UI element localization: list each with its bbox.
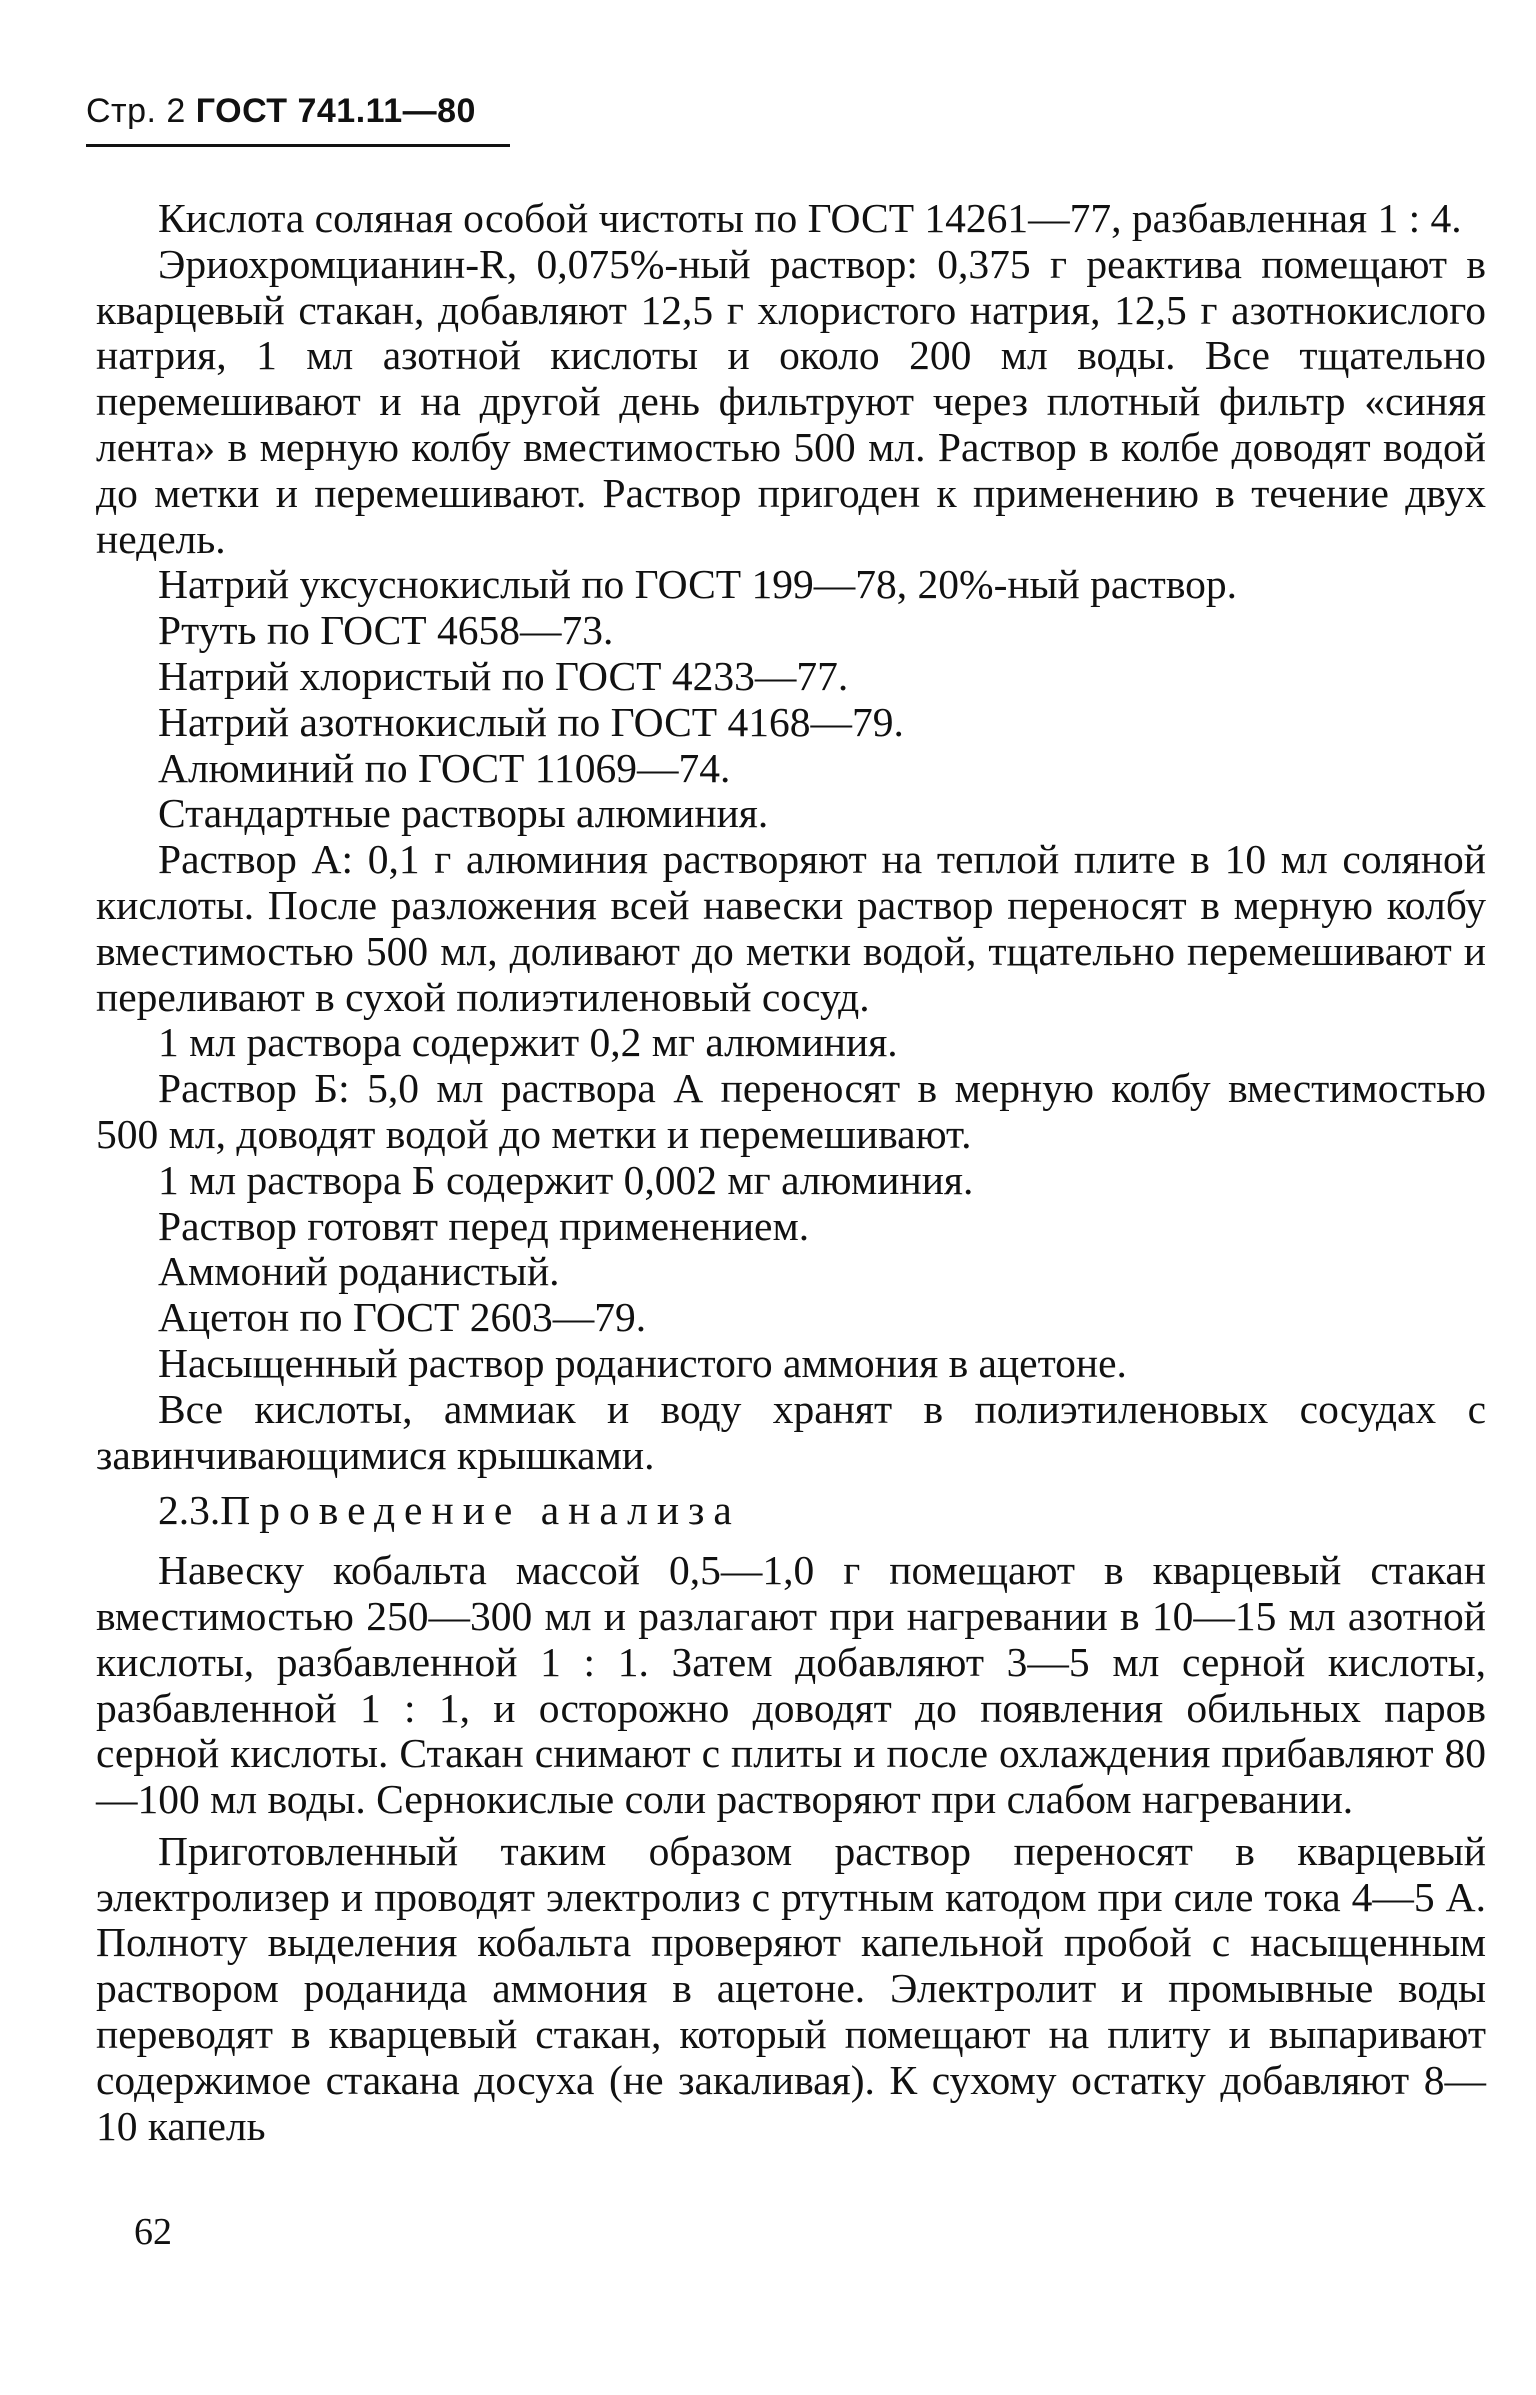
section-title: Проведение анализа	[220, 1487, 741, 1534]
paragraph-sodium-nitrate: Натрий азотнокислый по ГОСТ 4168—79.	[158, 698, 904, 745]
page-header	[86, 92, 476, 131]
paragraph-sodium-acetate: Натрий уксуснокислый по ГОСТ 199—78, 20%-ный раствор.	[158, 561, 1237, 608]
paragraph-preparation-note: Раствор готовят перед применением.	[158, 1202, 810, 1249]
page-number: 62	[134, 2211, 172, 2253]
header-divider	[86, 144, 510, 147]
paragraph-solution-b: Раствор Б: 5,0 мл раствора А переносят в мерную колбу вместимостью 500 мл, доводят водой до метки и перемешивают.	[96, 1065, 1486, 1157]
paragraph-hydrochloric-acid: Кислота соляная особой чистоты по ГОСТ 14261—77, разбавленная 1 : 4.	[158, 195, 1462, 241]
paragraph-solution-a-content: 1 мл раствора содержит 0,2 мг алюминия.	[158, 1019, 898, 1066]
paragraph-saturated-solution: Насыщенный раствор роданистого аммония в ацетоне.	[158, 1339, 1127, 1386]
paragraph-standard-solutions: Стандартные растворы алюминия.	[158, 790, 769, 837]
paragraph-acetone: Ацетон по ГОСТ 2603—79.	[158, 1294, 647, 1341]
paragraph-storage: Все кислоты, аммиак и воду хранят в полиэтиленовых сосудах с завинчивающимися крышками.	[96, 1385, 1486, 1478]
paragraph-ammonium-thiocyanate: Аммоний роданистый.	[158, 1248, 560, 1295]
paragraph-solution-b-content: 1 мл раствора Б содержит 0,002 мг алюминия.	[158, 1156, 974, 1203]
section-heading	[96, 1488, 1486, 1534]
header-standard-code: ГОСТ 741.11—80	[195, 92, 476, 130]
paragraph-sodium-chloride: Натрий хлористый по ГОСТ 4233—77.	[158, 652, 849, 699]
paragraph-solution-a: Раствор А: 0,1 г алюминия растворяют на теплой плите в 10 мл соляной кислоты. После разложения всей навески раствор переносят в мерную колбу вместимостью 500 мл, доливают до метки водой, тщательно перемешивают и переливают в сухой полиэтиленовый сосуд.	[96, 836, 1486, 1020]
section-number: 2.3.	[158, 1487, 221, 1534]
body-text	[96, 196, 1486, 2149]
paragraph-mercury: Ртуть по ГОСТ 4658—73.	[158, 607, 614, 654]
paragraph-aluminium: Алюминий по ГОСТ 11069—74.	[158, 744, 731, 791]
paragraph-eriochromecyanine: Эриохромцианин-R, 0,075%-ный раствор: 0,375 г реактива помещают в кварцевый стакан, добавляют 12,5 г хлористого натрия, 12,5 г азотнокислого натрия, 1 мл азотной кислоты и около 200 мл воды. Все тщательно перемешивают и на другой день фильтруют через плотный фильтр «синяя лента» в мерную колбу вместимостью 500 мл. Раствор в колбе доводят водой до метки и перемешивают. Раствор пригоден к применению в течение двух недель.	[96, 240, 1486, 562]
header-page-label: Стр. 2	[86, 92, 186, 130]
paragraph-analysis-sample: Навеску кобальта массой 0,5—1,0 г помещают в кварцевый стакан вместимостью 250—300 мл и разлагают при нагревании в 10—15 мл азотной кислоты, разбавленной 1 : 1. Затем добавляют 3—5 мл серной кислоты, разбавленной 1 : 1, и осторожно доводят до появления обильных паров серной кислоты. Стакан снимают с плиты и после охлаждения прибавляют 80—100 мл воды. Сернокислые соли растворяют при слабом нагревании.	[96, 1547, 1486, 1823]
paragraph-analysis-electrolysis: Приготовленный таким образом раствор переносят в кварцевый электролизер и проводят электролиз с ртутным катодом при силе тока 4—5 А. Полноту выделения кобальта проверяют капельной пробой с насыщенным раствором роданида аммония в ацетоне. Электролит и промывные воды переводят в кварцевый стакан, который помещают на плиту и выпаривают содержимое стакана досуха (не закаливая). К сухому остатку добавляют 8—10 капель	[96, 1827, 1486, 2149]
